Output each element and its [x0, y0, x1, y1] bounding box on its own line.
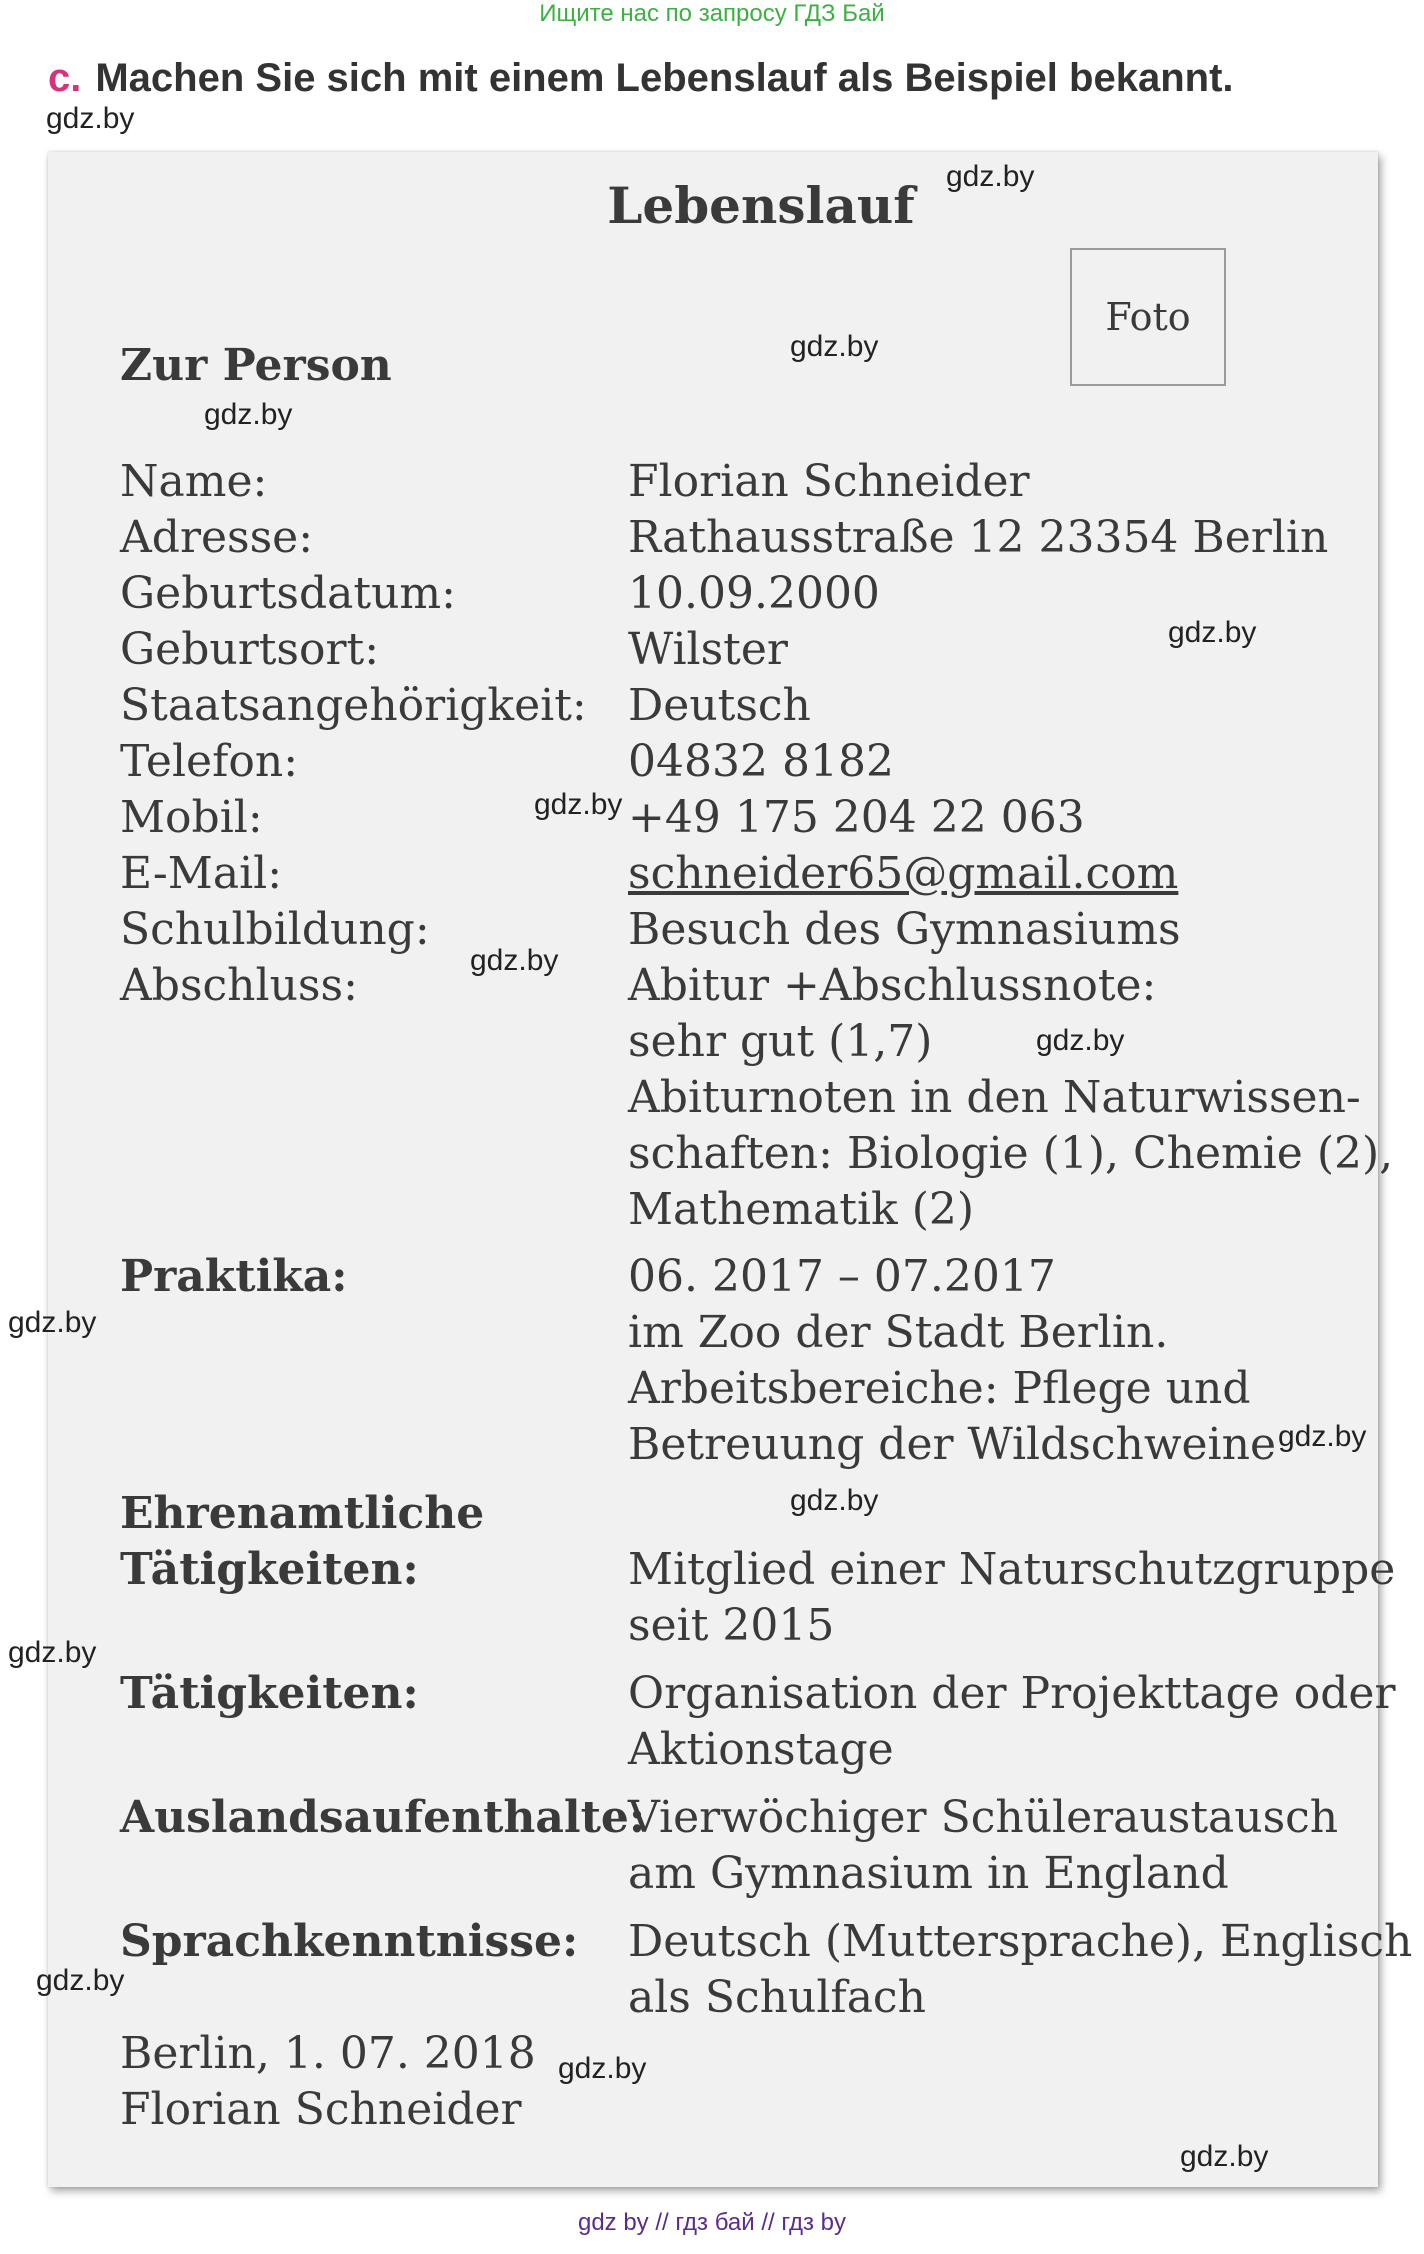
signature: Florian Schneider [120, 2084, 522, 2135]
cv-title [48, 176, 1378, 236]
watermark: gdz.by [534, 788, 623, 821]
watermark: gdz.by [946, 160, 1035, 193]
label-mobil: Mobil: [120, 792, 263, 843]
value-taetigkeiten-line: Organisation der Projekttage oder [628, 1668, 1396, 1719]
value-ehrenamt-line: seit 2015 [628, 1600, 835, 1651]
watermark: gdz.by [1168, 616, 1257, 649]
cv-title-text: Lebenslauf [607, 176, 915, 235]
watermark: gdz.by [1278, 1420, 1367, 1453]
section-zur-person: Zur Person [120, 340, 392, 391]
task-text: Machen Sie sich mit einem Lebenslauf als Beispiel bekannt. [95, 56, 1234, 100]
label-taetigkeiten: Tätigkeiten: [120, 1668, 419, 1719]
label-telefon: Telefon: [120, 736, 299, 787]
label-ehrenamt-line: Ehrenamtliche [120, 1488, 485, 1539]
watermark: gdz.by [36, 1964, 125, 1997]
value-telefon: 04832 8182 [628, 736, 894, 787]
photo-label: Foto [1105, 295, 1191, 339]
value-taetigkeiten-line: Aktionstage [628, 1724, 894, 1775]
label-sprachen: Sprachkenntnisse: [120, 1916, 579, 1967]
value-praktika-line: 06. 2017 – 07.2017 [628, 1251, 1056, 1302]
value-abschluss-line: Abiturnoten in den Naturwissen- [628, 1072, 1361, 1123]
value-geburtsdatum: 10.09.2000 [628, 568, 880, 619]
watermark: gdz.by [1180, 2140, 1269, 2173]
task-letter: c. [48, 56, 82, 100]
label-ausland: Auslandsaufenthalte: [120, 1792, 646, 1843]
label-ehrenamt-line: Tätigkeiten: [120, 1544, 419, 1595]
value-praktika-line: Arbeitsbereiche: Pflege und [628, 1363, 1251, 1414]
value-ausland-line: Vierwöchiger Schüleraustausch [628, 1792, 1339, 1843]
label-geburtsort: Geburtsort: [120, 624, 380, 675]
top-banner: Ищите нас по запросу ГДЗ Бай [539, 0, 885, 27]
watermark: gdz.by [1036, 1024, 1125, 1057]
place-date: Berlin, 1. 07. 2018 [120, 2028, 536, 2079]
value-sprachen-line: Deutsch (Muttersprache), Englisch [628, 1916, 1413, 1967]
watermark: gdz.by [558, 2052, 647, 2085]
bottom-banner: gdz by // гдз бай // гдз by [577, 2209, 847, 2236]
value-abschluss-line: schaften: Biologie (1), Chemie (2), [628, 1128, 1394, 1179]
value-ehrenamt-line: Mitglied einer Naturschutzgruppe [628, 1544, 1396, 1595]
value-geburtsort: Wilster [628, 624, 788, 675]
value-abschluss-line: Abitur +Abschlussnote: [628, 960, 1157, 1011]
value-sprachen-line: als Schulfach [628, 1972, 926, 2023]
value-staatsangehoerigkeit: Deutsch [628, 680, 811, 731]
label-schulbildung: Schulbildung: [120, 904, 430, 955]
watermark: gdz.by [790, 1484, 879, 1517]
task-heading [48, 56, 1234, 101]
label-adresse: Adresse: [120, 512, 314, 563]
value-abschluss-line: sehr gut (1,7) [628, 1016, 933, 1067]
watermark: gdz.by [46, 102, 135, 135]
value-schulbildung: Besuch des Gymnasiums [628, 904, 1181, 955]
label-praktika: Praktika: [120, 1251, 348, 1302]
value-ausland-line: am Gymnasium in England [628, 1848, 1229, 1899]
value-praktika-line: Betreuung der Wildschweine [628, 1419, 1276, 1470]
watermark: gdz.by [204, 398, 293, 431]
value-abschluss-line: Mathematik (2) [628, 1184, 975, 1235]
label-name: Name: [120, 456, 268, 507]
cv-card [48, 152, 1413, 2187]
watermark: gdz.by [470, 944, 559, 977]
value-name: Florian Schneider [628, 456, 1030, 507]
label-abschluss: Abschluss: [120, 960, 358, 1011]
label-staatsangehoerigkeit: Staatsangehörigkeit: [120, 680, 587, 731]
watermark: gdz.by [8, 1636, 97, 1669]
watermark: gdz.by [8, 1306, 97, 1339]
value-adresse: Rathausstraße 12 23354 Berlin [628, 512, 1329, 563]
value-mobil: +49 175 204 22 063 [628, 792, 1085, 843]
watermark: gdz.by [790, 330, 879, 363]
photo-placeholder [1070, 248, 1226, 386]
label-geburtsdatum: Geburtsdatum: [120, 568, 456, 619]
value-email-link[interactable]: schneider65@gmail.com [628, 848, 1179, 899]
value-praktika-line: im Zoo der Stadt Berlin. [628, 1307, 1169, 1358]
label-email: E-Mail: [120, 848, 283, 899]
